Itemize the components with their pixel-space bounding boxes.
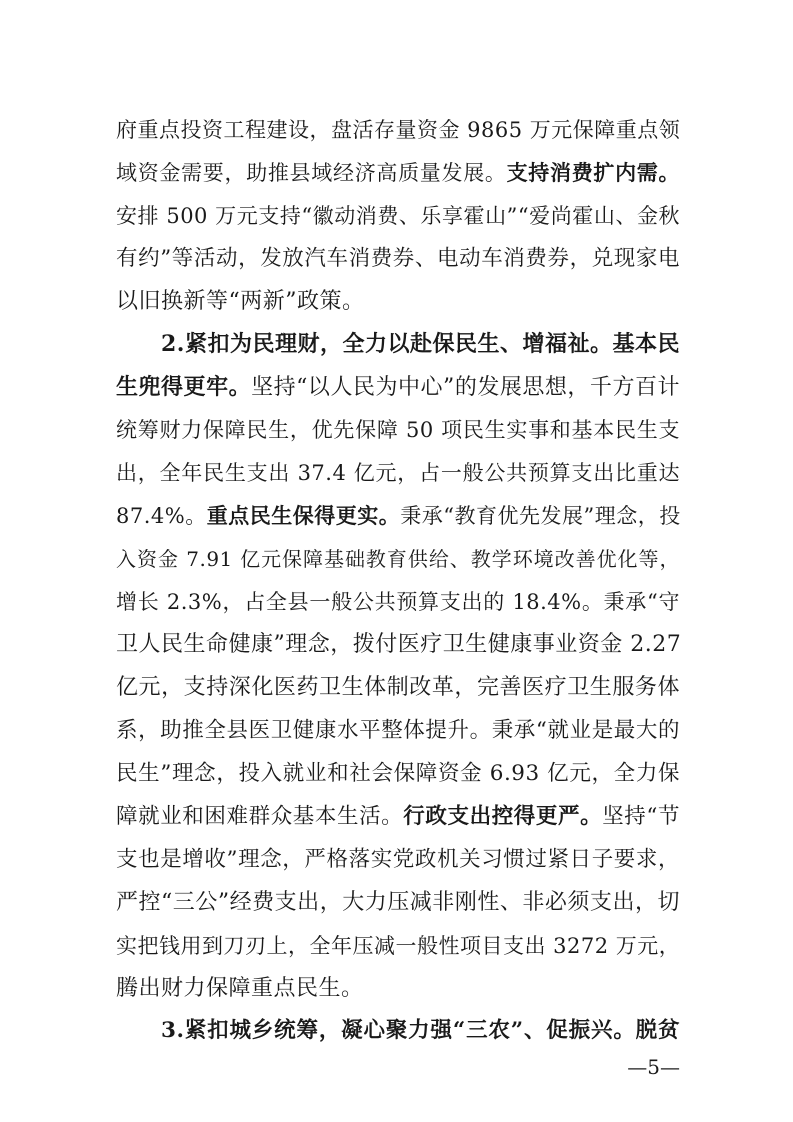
page-number: —5— [627,1055,680,1079]
text-segment: 统筹财力保障民生，优先保障 50 项民生实事和基本民生支 [116,418,680,442]
text-line-11 [116,541,680,577]
text-segment: 卫人民生命健康”理念，拨付医疗卫生健康事业资金 2.27 [116,632,682,657]
text-segment: 坚持“节 [602,804,680,829]
text-line-3 [116,198,680,234]
text-line-8 [116,412,680,448]
bold-heading-segment: 行政支出控得更严。 [403,804,603,829]
text-segment: 坚持“以人民为中心”的发展思想，千方百计 [251,375,680,400]
text-segment: 增长 2.3%，占全县一般公共预算支出的 18.4%。秉承“守 [116,590,680,614]
text-segment: 障就业和困难群众基本生活。 [116,804,404,829]
text-line-16 [116,756,680,792]
text-segment: 支也是增收”理念，严格落实党政机关习惯过紧日子要求， [116,847,680,872]
text-line-14 [116,670,680,706]
text-segment: 3.紧扣城乡统筹，凝心聚力强“三农”、促振兴。脱贫 [161,1018,680,1043]
text-line-10 [116,498,680,534]
text-segment: 2.紧扣为民理财，全力以赴保民生、增福祉。基本民 [161,331,680,357]
text-line-19 [116,885,680,921]
text-segment: 秉承“教育优先发展”理念，投 [400,504,681,528]
text-line-4 [116,241,680,277]
bold-heading-segment: 生兜得更牢。 [116,374,252,400]
text-segment: 有约”等活动，发放汽车消费券、电动车消费券，兑现家电 [116,246,680,271]
text-segment: 以旧换新等“两新”政策。 [116,289,365,314]
text-segment: 实把钱用到刀刃上，全年压减一般性项目支出 3272 万元， [116,934,681,958]
text-line-2 [116,155,680,191]
text-line-12 [116,584,680,620]
bold-heading-segment: 重点民生保得更实。 [206,503,401,528]
text-segment: 民生”理念，投入就业和社会保障资金 6.93 亿元，全力保 [116,761,680,786]
text-segment: 安排 500 万元支持“徽动消费、乐享霍山”“爱尚霍山、金秋 [116,204,680,228]
text-segment: 严控“三公”经费支出，大力压减非刚性、非必须支出，切 [116,890,680,915]
text-segment: 府重点投资工程建设，盘活存量资金 9865 万元保障重点领 [116,118,681,142]
text-line-1 [116,112,680,148]
text-line-20 [116,928,680,964]
bold-heading-segment: 支持消费扩内需。 [506,160,681,185]
text-line-21 [116,971,680,1007]
section-heading-3 [161,1013,680,1049]
text-line-9 [116,455,680,491]
text-line-7 [116,369,680,405]
text-line-5 [116,284,680,320]
text-segment: 系，助推全县医卫健康水平整体提升。秉承“就业是最大的 [116,718,680,743]
text-line-13 [116,627,680,663]
text-segment: 域资金需要，助推县域经济高质量发展。 [116,161,507,185]
text-line-15 [116,713,680,749]
text-segment: 腾出财力保障重点民生。 [116,976,364,1001]
text-segment: 87.4%。 [116,504,207,528]
section-heading-2 [161,326,680,362]
text-line-17 [116,799,680,835]
text-line-18 [116,842,680,878]
text-segment: 入资金 7.91 亿元保障基础教育供给、教学环境改善优化等， [116,547,680,571]
text-segment: 出，全年民生支出 37.4 亿元，占一般公共预算支出比重达 [116,461,680,485]
text-segment: 亿元，支持深化医药卫生体制改革，完善医疗卫生服务体 [116,675,680,700]
